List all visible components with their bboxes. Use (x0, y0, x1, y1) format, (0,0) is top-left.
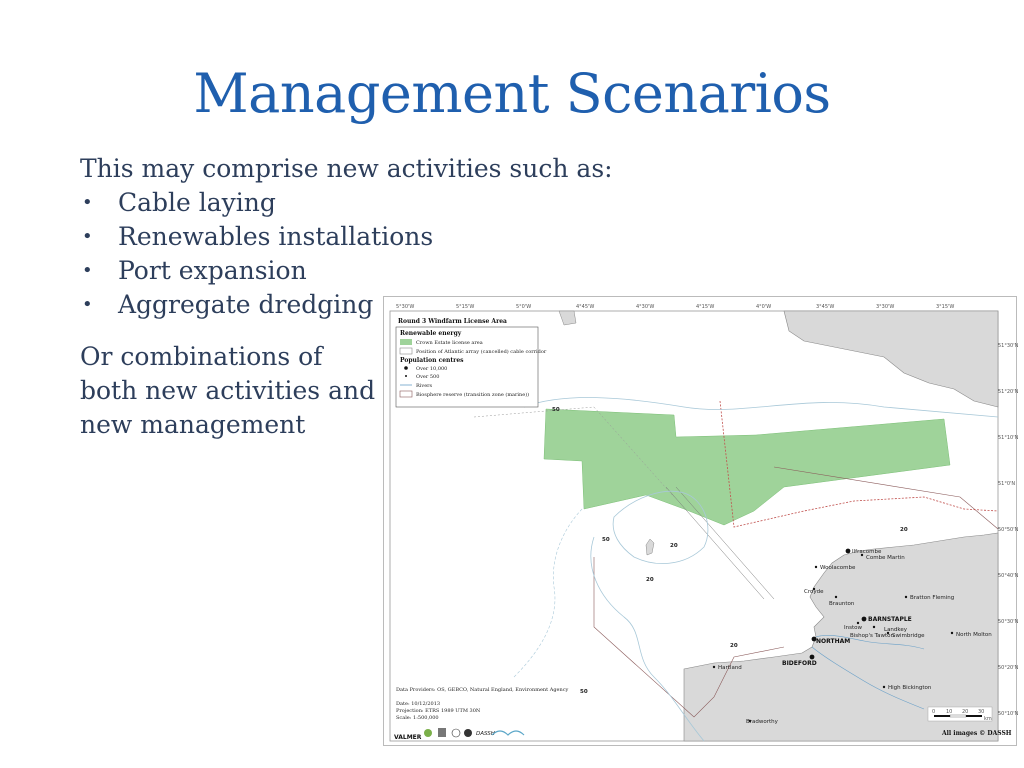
depth-label: 20 (730, 643, 738, 649)
legend-label: Rivers (416, 383, 433, 389)
town-label: BIDEFORD (782, 660, 817, 667)
legend-heading: Renewable energy (400, 330, 462, 337)
town-label: BARNSTAPLE (868, 616, 912, 623)
town-label: High Bickington (888, 685, 932, 691)
credits-text: Data Providers: OS, GEBCO, Natural England, Environment Agency (396, 687, 569, 693)
list-item-label: Cable laying (118, 188, 276, 217)
depth-label: 50 (602, 537, 610, 543)
legend-label: Position of Atlantic array (cancelled) cable corridor (416, 349, 547, 355)
credits-text: Projection: ETRS 1989 UTM 30N (396, 708, 481, 714)
list-item (80, 220, 433, 254)
town-label: Woolacombe (820, 565, 856, 571)
list-item-label: Port expansion (118, 256, 307, 285)
list-item-label: Renewables installations (118, 222, 434, 251)
tick-label: 5°30'W (396, 304, 415, 310)
scale-label: 20 (962, 709, 969, 715)
scale-bar (928, 707, 992, 722)
map-legend (396, 327, 547, 407)
credits-text: Date: 10/12/2013 (396, 701, 441, 707)
town-label: Landkey (884, 627, 908, 633)
tick-label: 50°10'N (998, 711, 1019, 717)
list-item-label: Aggregate dredging (118, 290, 374, 319)
tick-label: 3°15'W (936, 304, 955, 310)
activity-list (80, 186, 433, 322)
partner-logo-icon (438, 728, 446, 737)
depth-label: 50 (580, 689, 588, 695)
map-top-ticks (396, 304, 954, 310)
valmer-logo: VALMER (394, 734, 422, 741)
scale-label: 10 (946, 709, 953, 715)
tick-label: 51°30'N (998, 343, 1019, 349)
legend-label: Crown Estate license area (416, 340, 483, 346)
town-label: Braunton (829, 601, 855, 607)
legend-swatch (400, 348, 412, 354)
legend-label: Biosphere reserve (transition zone (marine)) (416, 392, 530, 398)
town-label: Croyde (804, 589, 824, 595)
legend-swatch (400, 391, 412, 397)
town-label: Bradworthy (746, 719, 778, 725)
intro-text: This may comprise new activities such as: (80, 154, 613, 183)
tick-label: 4°15'W (696, 304, 715, 310)
depth-label: 20 (646, 577, 654, 583)
tick-label: 3°45'W (816, 304, 835, 310)
tick-label: 51°20'N (998, 389, 1019, 395)
partner-logo-icon (464, 729, 472, 737)
tick-label: 50°20'N (998, 665, 1019, 671)
list-item (80, 288, 433, 322)
town-label: Instow (844, 625, 862, 631)
slide-title: Management Scenarios (193, 62, 831, 125)
town-label: Bishop's Tawton (850, 633, 894, 639)
tick-label: 50°40'N (998, 573, 1019, 579)
credits-text: Scale: 1:500,000 (396, 715, 439, 721)
depth-label: 50 (552, 407, 560, 413)
tick-label: 5°15'W (456, 304, 475, 310)
legend-label: Over 10,000 (416, 366, 448, 372)
town-label: Bratton Fleming (910, 595, 955, 601)
legend-label: Over 500 (416, 374, 440, 380)
town-label: Ilfracombe (852, 549, 882, 555)
bullet-icon: • (82, 226, 93, 247)
town-label: Swimbridge (892, 633, 925, 639)
map-right-ticks (998, 343, 1019, 717)
partner-logo-icon (424, 729, 432, 737)
tick-label: 51°10'N (998, 435, 1019, 441)
bullet-icon: • (82, 192, 93, 213)
dassh-logo: DASSH (476, 731, 495, 737)
list-item (80, 186, 433, 220)
tick-label: 3°30'W (876, 304, 895, 310)
bullet-icon: • (82, 294, 93, 315)
closing-text: Or combinations of both new activities and new management (80, 342, 376, 439)
town-label: North Molton (956, 632, 992, 638)
scale-label: 0 (932, 709, 936, 715)
scale-unit: km (984, 716, 992, 722)
tick-label: 51°0'N (998, 481, 1016, 487)
map-title: Round 3 Windfarm License Area (398, 318, 507, 325)
depth-label: 20 (670, 543, 678, 549)
tick-label: 4°30'W (636, 304, 655, 310)
legend-heading: Population centres (400, 357, 464, 364)
legend-swatch (400, 339, 412, 345)
depth-label: 20 (900, 527, 908, 533)
bullet-icon: • (82, 260, 93, 281)
copyright-text: All images © DASSH (942, 730, 1012, 737)
partner-logo-icon (452, 729, 460, 737)
tick-label: 4°45'W (576, 304, 595, 310)
scale-label: 30 (978, 709, 985, 715)
tick-label: 4°0'W (756, 304, 772, 310)
windfarm-map (383, 296, 1017, 746)
tick-label: 50°50'N (998, 527, 1019, 533)
tick-label: 5°0'W (516, 304, 532, 310)
tick-label: 50°30'N (998, 619, 1019, 625)
town-label: NORTHAM (816, 638, 851, 645)
town-label: Hartland (718, 665, 742, 671)
town-label: Combe Martin (866, 555, 905, 561)
list-item (80, 254, 433, 288)
